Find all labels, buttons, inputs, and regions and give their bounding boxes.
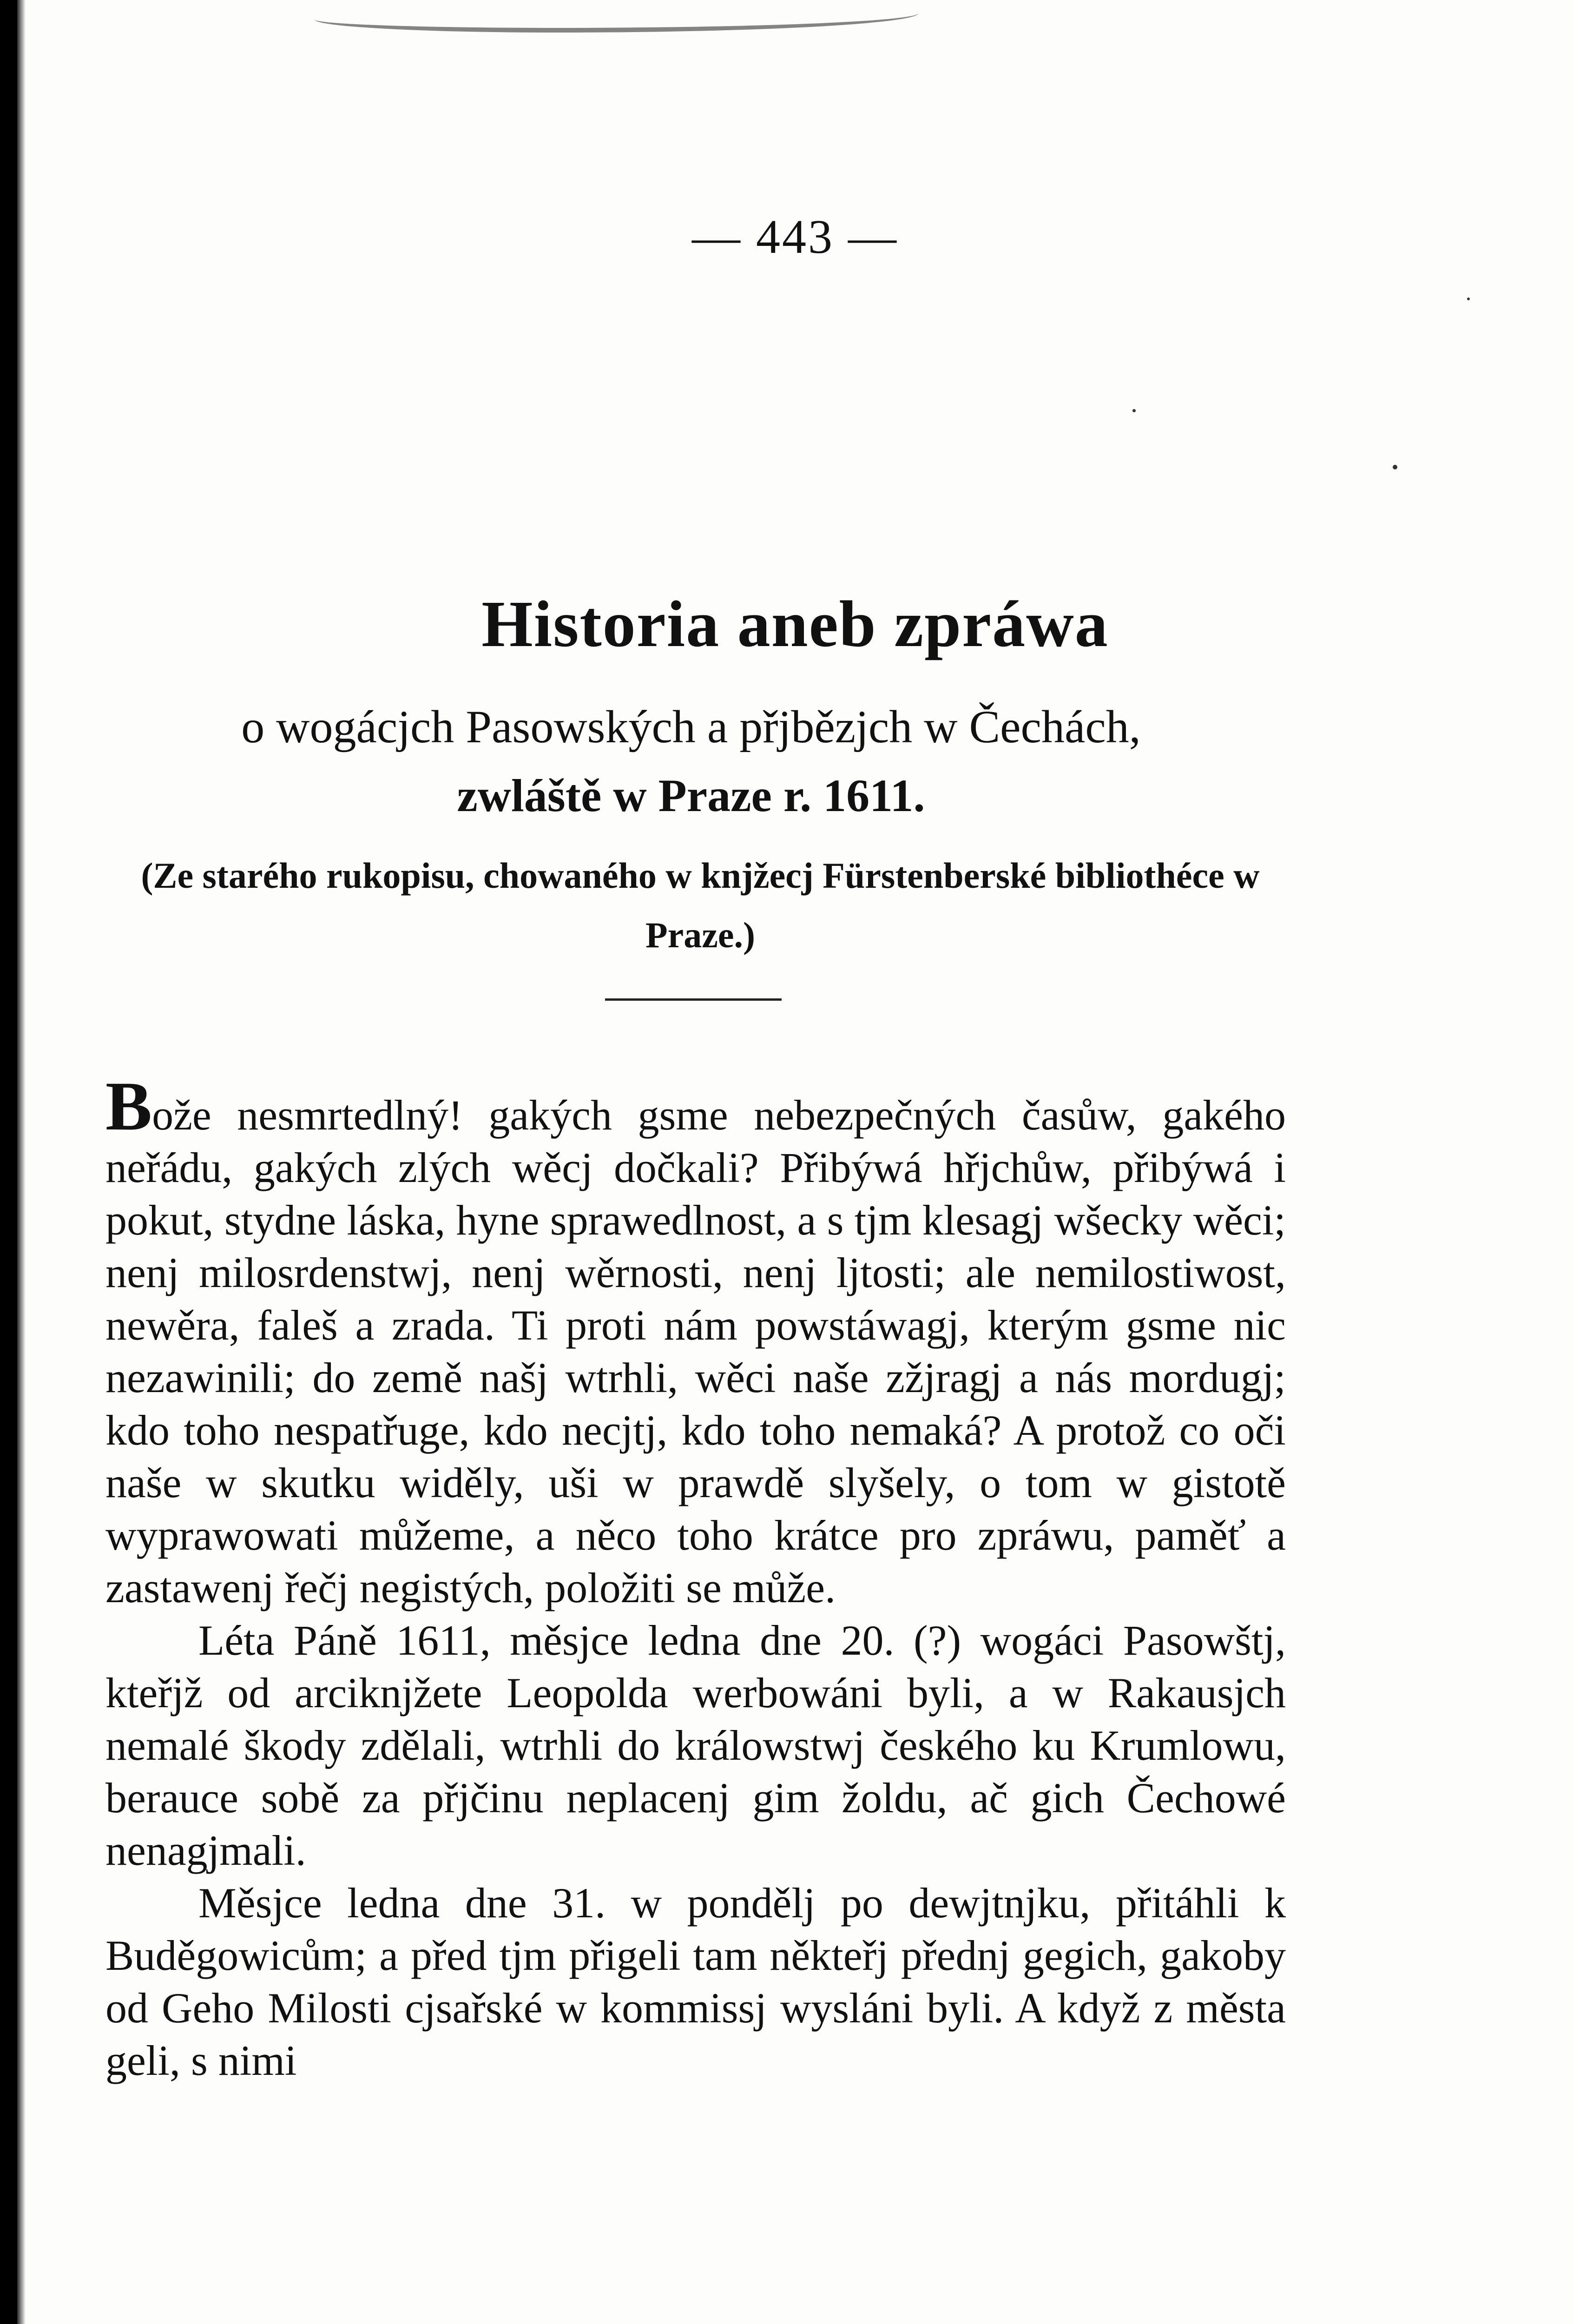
page-edge-shadow xyxy=(17,0,26,2324)
paper-speck xyxy=(1467,297,1470,300)
section-divider xyxy=(605,998,782,1001)
paragraph-2: Léta Páně 1611, měsjce ledna dne 20. (?) wogáci Pasowštj, kteřjž od arciknjžete Leopolda werbowáni byli, a w Rakausjch nemalé škody zdělali, wtrhli do králowstwj českého ku Krumlowu, berauce sobě za přjčinu neplacenj gim žoldu, ač gich Čechowé nenagjmali. xyxy=(105,1617,1286,1874)
source-note: (Ze starého rukopisu, chowaného w knjžecj Fürstenberské bibliothéce w Praze.) xyxy=(141,855,1260,955)
book-page xyxy=(17,0,1573,2324)
paragraph-1-text: ože nesmrtedlný! gakých gsme nebezpečných časůw, gakého neřádu, gakých zlých wěcj dočkali? Přibýwá hřjchůw, přibýwá i pokut, stydne láska, hyne sprawedlnost, a s tjm klesagj wšecky wěci; nenj milosrdenstwj, nenj wěrnosti, nenj ljtosti; ale nemilostiwost, newěra, faleš a zrada. Ti proti nám powstáwagj, kterým gsme nic nezawinili; do země našj wtrhli, wěci naše zžjragj a nás mordugj; kdo toho nespatřuge, kdo necjtj, kdo toho nemaká? A protož co oči naše w skutku widěly, uši w prawdě slyšely, o tom w gistotě wyprawowati můžeme, a něco toho krátce pro zpráwu, paměť a zastawenj řečj negistých, položiti se může. xyxy=(105,1091,1286,1611)
body-text xyxy=(105,1068,1286,2087)
subtitle-line-2: zwláště w Praze r. 1611. xyxy=(457,770,925,821)
paragraph-3: Měsjce ledna dne 31. w pondělj po dewjtnjku, přitáhli k Buděgowicům; a před tjm přigeli tam někteřj přednj gegich, gakoby od Geho Milosti cjsařské w kommissj wysláni byli. A když z města geli, s nimi xyxy=(105,1879,1286,2084)
paper-speck xyxy=(1132,409,1136,412)
page-number: — 443 — xyxy=(692,210,898,264)
paper-scuff-mark xyxy=(315,0,919,33)
paragraph-1 xyxy=(105,1068,1286,1614)
drop-cap: B xyxy=(105,1068,152,1145)
page-title: Historia aneb zpráwa xyxy=(481,587,1109,660)
subtitle-line-1: o wogácjch Pasowských a přjbězjch w Čechách, xyxy=(241,701,1141,753)
paper-speck xyxy=(1393,465,1397,469)
